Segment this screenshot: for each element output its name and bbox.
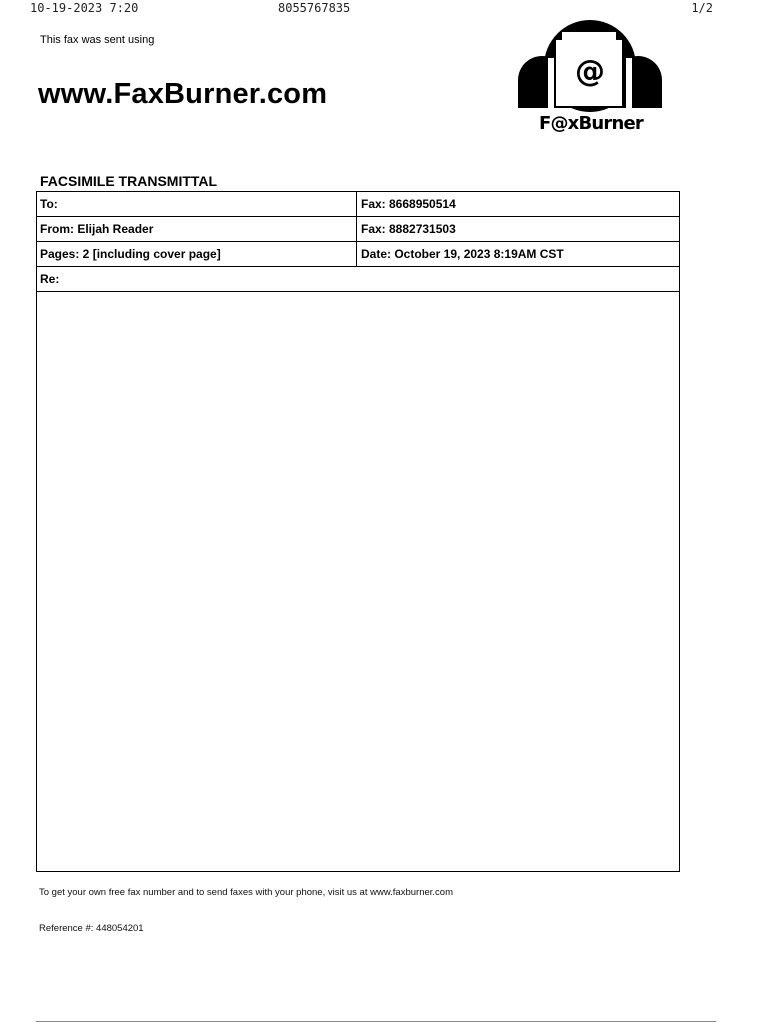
site-title: www.FaxBurner.com [38,78,328,110]
table-row [37,242,679,267]
logo-at-symbol: @ [575,54,605,89]
faxburner-logo [518,18,662,140]
sent-using-text: This fax was sent using [40,34,155,46]
from-field: From: Elijah Reader [37,217,357,241]
message-body-area [37,292,679,871]
date-field: Date: October 19, 2023 8:19AM CST [361,247,564,261]
to-field: To: [37,192,357,216]
to-fax-field: Fax: 8668950514 [361,197,456,211]
table-row [37,267,679,292]
bottom-divider [36,1021,716,1022]
table-row [37,192,679,217]
fax-header-page: 1/2 [691,1,713,15]
table-row [37,217,679,242]
fax-header-datetime: 10-19-2023 7:20 [30,1,139,15]
transmittal-table [36,191,680,872]
re-field: Re: [40,272,60,286]
from-fax-field: Fax: 8882731503 [361,222,456,236]
fax-header-phone: 8055767835 [278,1,351,15]
transmittal-title: FACSIMILE TRANSMITTAL [40,173,218,189]
pages-field: Pages: 2 [including cover page] [37,242,357,266]
fax-header [0,1,768,17]
footer-note: To get your own free fax number and to send faxes with your phone, visit us at www.faxburner.com [39,887,453,898]
reference-number: Reference #: 448054201 [39,923,144,934]
logo-wordmark: F@xBurner [538,113,644,134]
